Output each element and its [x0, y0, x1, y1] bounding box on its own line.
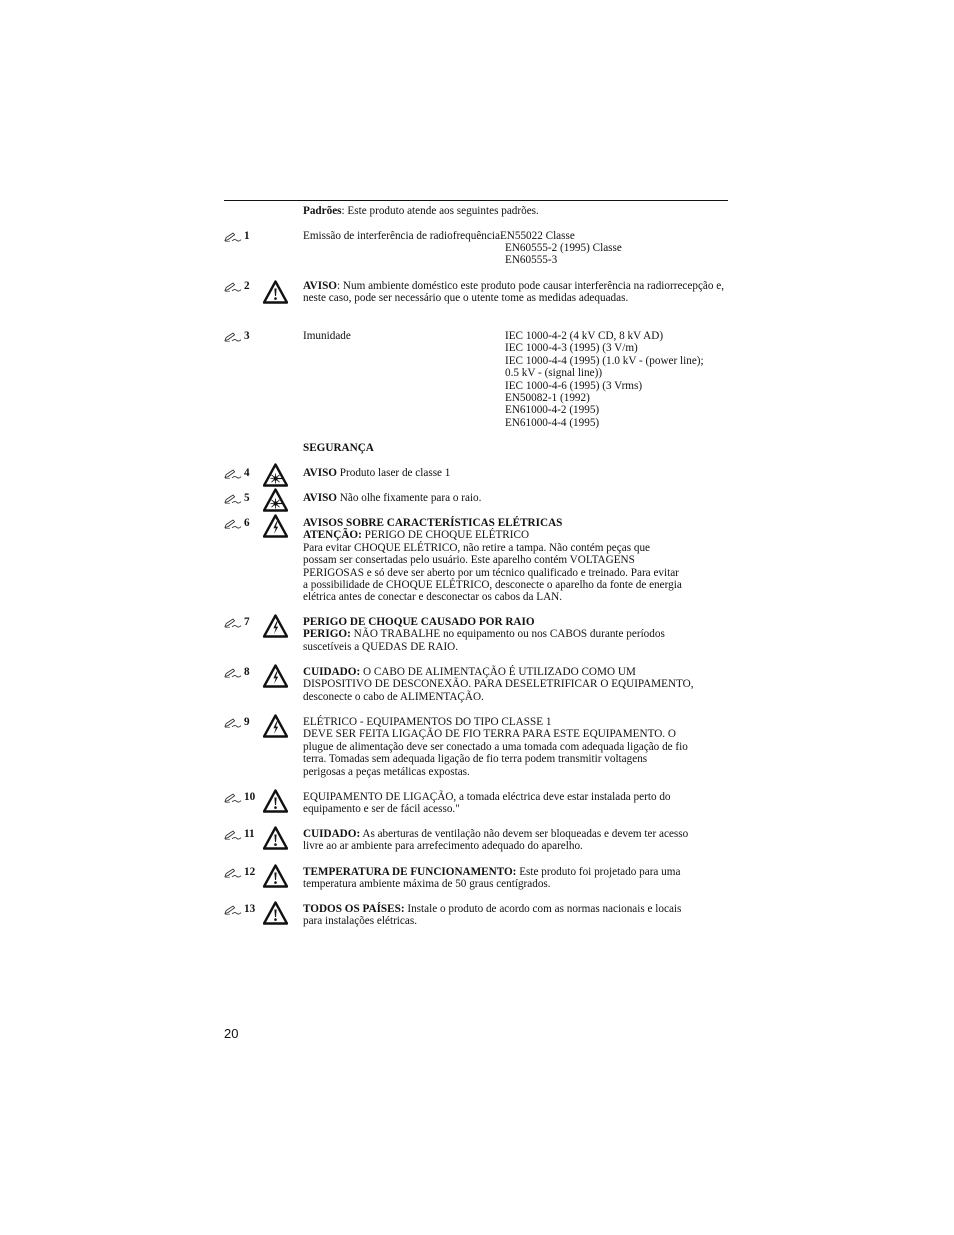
emission-row: Emissão de interferência de radiofrequênciaEN55022 Classe [303, 230, 575, 242]
standards-intro: Padrões: Este produto atende aos seguintes padrões. [303, 205, 539, 217]
item-2-text: AVISO: Num ambiente doméstico este produto pode causar interferência na radiorrecepção e, neste caso, pode ser necessário que o utente tome as medidas adequadas. [303, 280, 725, 305]
immunity-values: IEC 1000-4-2 (4 kV CD, 8 kV AD) IEC 1000-4-3 (1995) (3 V/m) IEC 1000-4-4 (1995) (1.0 kV - (power line); 0.5 kV - (signal line)) IEC 1000-4-6 (1995) (3 Vrms) EN50082-1 (1992) EN61000-4-2 (1995) EN61000-4-4 (1995) [505, 330, 704, 429]
laser-warning-icon [263, 488, 288, 512]
warning-icon [263, 826, 288, 850]
pen-icon [224, 618, 242, 628]
item-9-text: ELÉTRICO - EQUIPAMENTOS DO TIPO CLASSE 1 DEVE SER FEITA LIGAÇÃO DE FIO TERRA PARA ESTE EQUIPAMENTO. O plugue de alimentação deve ser conectado a uma tomada com adequada ligação de fio terra. Tomadas sem adequada ligação de fio terra podem transmitir voltagens perigosas a peças metálicas expostas. [303, 716, 688, 778]
item-10-text: EQUIPAMENTO DE LIGAÇÃO, a tomada eléctrica deve estar instalada perto do equipamento e ser de fácil acesso." [303, 791, 671, 816]
warning-icon [263, 789, 288, 813]
page-number: 20 [224, 1026, 239, 1041]
pen-icon [224, 718, 242, 728]
safety-heading: SEGURANÇA [303, 442, 374, 454]
electric-shock-icon [263, 614, 288, 638]
pen-icon [224, 282, 242, 292]
pen-icon [224, 905, 242, 915]
warning-icon [263, 280, 288, 304]
item-5-text: AVISO Não olhe fixamente para o raio. [303, 492, 482, 504]
pen-icon [224, 793, 242, 803]
item-8-text: CUIDADO: O CABO DE ALIMENTAÇÃO É UTILIZADO COMO UM DISPOSITIVO DE DESCONEXÃO. PARA DESELETRIFICAR O EQUIPAMENTO, desconecte o cabo de ALIMENTAÇÃO. [303, 666, 694, 703]
pen-icon [224, 469, 242, 479]
laser-warning-icon [263, 463, 288, 487]
pen-icon [224, 232, 242, 242]
pen-icon [224, 332, 242, 342]
warning-icon [263, 901, 288, 925]
header-rule [224, 200, 728, 201]
emission-values: EN60555-2 (1995) Classe EN60555-3 [505, 242, 622, 267]
electric-shock-icon [263, 714, 288, 738]
pen-icon [224, 494, 242, 504]
item-6-text: AVISOS SOBRE CARACTERÍSTICAS ELÉTRICAS ATENÇÃO: PERIGO DE CHOQUE ELÉTRICO Para evitar CHOQUE ELÉTRICO, não retire a tampa. Não contém peças que possam ser consertadas pelo usuário. Este aparelho contém VOLTAGENS PERIGOSAS e só deve ser aberto por um técnico qualificado e treinado. Para evitar a possibilidade de CHOQUE ELÉTRICO, desconecte o aparelho da fonte de energia elétrica antes de conectar e desconectar os cabos da LAN. [303, 517, 682, 604]
warning-icon [263, 864, 288, 888]
pen-icon [224, 668, 242, 678]
electric-shock-icon [263, 514, 288, 538]
item-11-text: CUIDADO: As aberturas de ventilação não devem ser bloqueadas e devem ter acesso livre ao ar ambiente para arrefecimento adequado do aparelho. [303, 828, 689, 853]
item-4-text: AVISO Produto laser de classe 1 [303, 467, 451, 479]
item-7-text: PERIGO DE CHOQUE CAUSADO POR RAIO PERIGO: NÃO TRABALHE no equipamento ou nos CABOS durante períodos suscetíveis a QUEDAS DE RAIO. [303, 616, 665, 653]
pen-icon [224, 830, 242, 840]
pen-icon [224, 519, 242, 529]
item-13-text: TODOS OS PAÍSES: Instale o produto de acordo com as normas nacionais e locais para instalações elétricas. [303, 903, 682, 928]
item-12-text: TEMPERATURA DE FUNCIONAMENTO: Este produto foi projetado para uma temperatura ambiente máxima de 50 graus centígrados. [303, 866, 681, 891]
pen-icon [224, 868, 242, 878]
electric-shock-icon [263, 664, 288, 688]
immunity-label: Imunidade [303, 330, 351, 342]
